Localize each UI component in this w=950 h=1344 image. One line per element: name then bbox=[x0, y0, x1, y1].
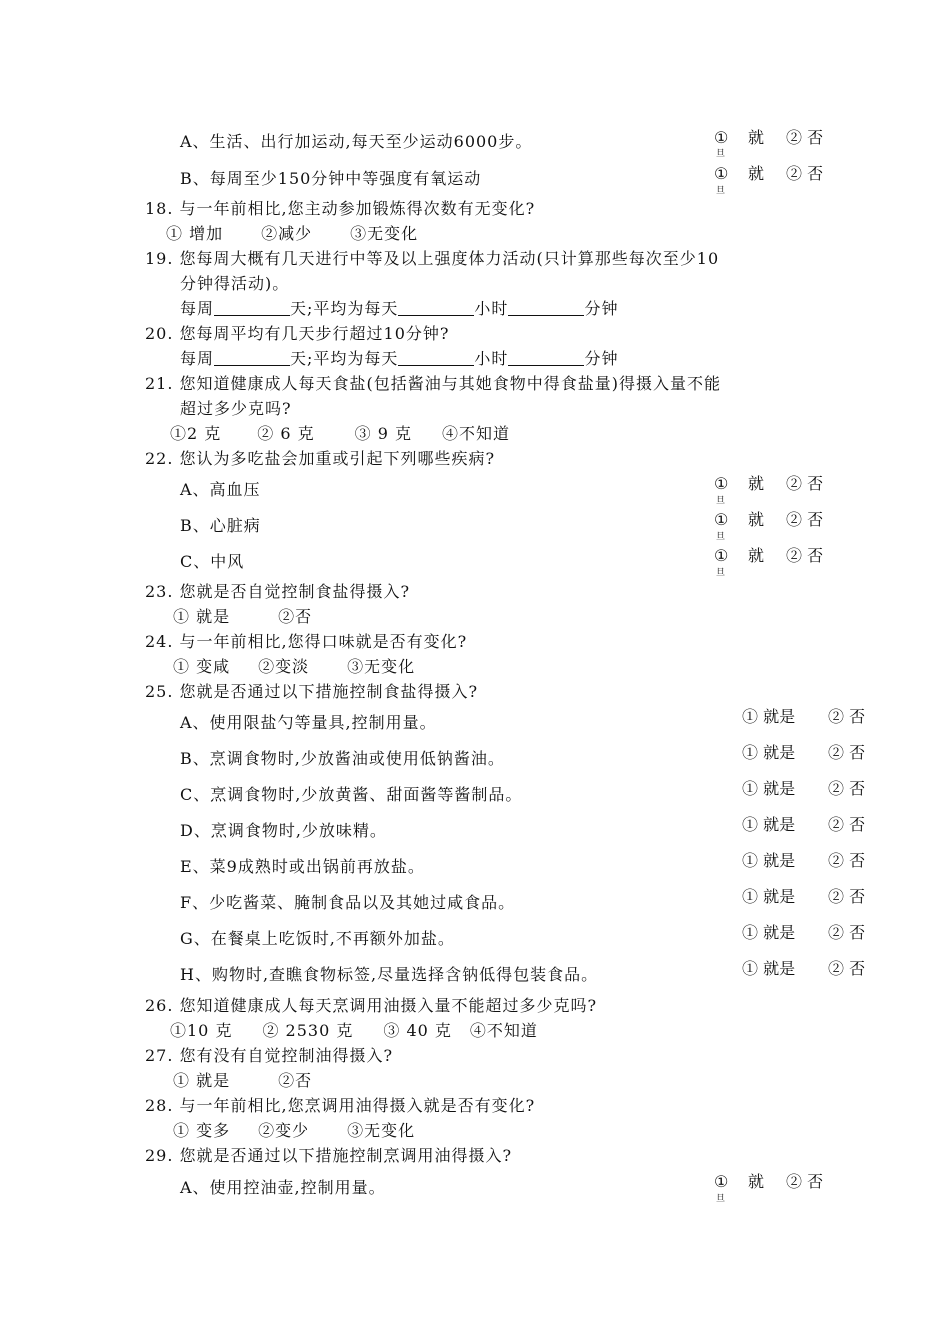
q19-minutes-blank[interactable] bbox=[508, 299, 584, 316]
q21-opt-3[interactable]: ③ 9 克 bbox=[354, 424, 412, 443]
q28-opt-2[interactable]: ②变少 bbox=[258, 1121, 310, 1140]
q19-label-minutes: 分钟 bbox=[584, 299, 619, 318]
q22-a-opt1[interactable]: ① bbox=[714, 474, 729, 493]
q19-label-hours: 小时 bbox=[474, 299, 509, 318]
q22-c-tail: 旦 bbox=[716, 568, 726, 578]
q24-options bbox=[173, 656, 415, 678]
q22-c-opt1[interactable]: ① bbox=[714, 546, 729, 565]
q23-opt-2[interactable]: ②否 bbox=[278, 607, 313, 626]
q18-opt-3[interactable]: ③无变化 bbox=[350, 224, 419, 243]
q17-a-opt1-text: 就 bbox=[748, 128, 765, 147]
q28-opt-3[interactable]: ③无变化 bbox=[347, 1121, 416, 1140]
q25-a-no[interactable]: ② 否 bbox=[828, 707, 866, 726]
q20-label-week: 每周 bbox=[180, 349, 215, 368]
q29-item-a: A、使用控油壶,控制用量。 bbox=[180, 1178, 386, 1197]
q22-item-a: A、高血压 bbox=[180, 480, 261, 499]
q29-title: 29. 您就是否通过以下措施控制烹调用油得摄入? bbox=[145, 1146, 513, 1165]
q25-b-no[interactable]: ② 否 bbox=[828, 743, 866, 762]
q25-g-yes[interactable]: ① 就是 bbox=[742, 923, 796, 942]
q28-opt-1[interactable]: ① 变多 bbox=[173, 1121, 231, 1140]
q22-item-b: B、心脏病 bbox=[180, 516, 261, 535]
q18-opt-2[interactable]: ②减少 bbox=[261, 224, 313, 243]
q22-c-opt1-text: 就 bbox=[748, 546, 765, 565]
q26-options bbox=[170, 1020, 538, 1042]
q20-fill-line bbox=[180, 348, 618, 370]
q25-item-f: F、少吃酱菜、腌制食品以及其她过咸食品。 bbox=[180, 893, 516, 912]
q17-b-opt1[interactable]: ① bbox=[714, 164, 729, 183]
q25-a-yes[interactable]: ① 就是 bbox=[742, 707, 796, 726]
q29-a-tail: 旦 bbox=[716, 1194, 726, 1204]
q25-e-yes[interactable]: ① 就是 bbox=[742, 851, 796, 870]
q20-days-blank[interactable] bbox=[214, 349, 290, 366]
q28-options bbox=[173, 1120, 415, 1142]
q19-fill-line bbox=[180, 298, 618, 320]
q22-item-c: C、中风 bbox=[180, 552, 245, 571]
q25-b-yes[interactable]: ① 就是 bbox=[742, 743, 796, 762]
q26-opt-2[interactable]: ② 2530 克 bbox=[262, 1021, 354, 1040]
q20-minutes-blank[interactable] bbox=[508, 349, 584, 366]
q25-g-no[interactable]: ② 否 bbox=[828, 923, 866, 942]
q25-h-no[interactable]: ② 否 bbox=[828, 959, 866, 978]
q20-label-minutes: 分钟 bbox=[584, 349, 619, 368]
q20-title: 20. 您每周平均有几天步行超过10分钟? bbox=[145, 324, 450, 343]
q20-label-hours: 小时 bbox=[474, 349, 509, 368]
q24-opt-1[interactable]: ① 变咸 bbox=[173, 657, 231, 676]
q18-opt-1[interactable]: ① 增加 bbox=[166, 224, 224, 243]
q22-a-tail: 旦 bbox=[716, 496, 726, 506]
q21-opt-1[interactable]: ①2 克 bbox=[170, 424, 222, 443]
q19-hours-blank[interactable] bbox=[398, 299, 474, 316]
q23-title: 23. 您就是否自觉控制食盐得摄入? bbox=[145, 582, 411, 601]
q19-label-week: 每周 bbox=[180, 299, 215, 318]
q26-opt-3[interactable]: ③ 40 克 bbox=[383, 1021, 452, 1040]
q18-title: 18. 与一年前相比,您主动参加锻炼得次数有无变化? bbox=[145, 199, 536, 218]
q19-days-blank[interactable] bbox=[214, 299, 290, 316]
q21-opt-4[interactable]: ④不知道 bbox=[442, 424, 511, 443]
q26-title: 26. 您知道健康成人每天烹调用油摄入量不能超过多少克吗? bbox=[145, 996, 598, 1015]
q25-c-no[interactable]: ② 否 bbox=[828, 779, 866, 798]
q23-options bbox=[173, 606, 312, 628]
q22-b-opt1[interactable]: ① bbox=[714, 510, 729, 529]
q28-title: 28. 与一年前相比,您烹调用油得摄入就是否有变化? bbox=[145, 1096, 536, 1115]
q25-d-yes[interactable]: ① 就是 bbox=[742, 815, 796, 834]
q17-item-b: B、每周至少150分钟中等强度有氧运动 bbox=[180, 169, 482, 188]
q18-options bbox=[166, 223, 418, 245]
q17-item-a: A、生活、出行加运动,每天至少运动6000步。 bbox=[180, 132, 533, 151]
q22-c-opt2[interactable]: ② 否 bbox=[786, 546, 824, 565]
q25-item-c: C、烹调食物时,少放黄酱、甜面酱等酱制品。 bbox=[180, 785, 523, 804]
q25-item-d: D、烹调食物时,少放味精。 bbox=[180, 821, 387, 840]
q25-d-no[interactable]: ② 否 bbox=[828, 815, 866, 834]
q25-h-yes[interactable]: ① 就是 bbox=[742, 959, 796, 978]
q25-item-e: E、菜9成熟时或出锅前再放盐。 bbox=[180, 857, 425, 876]
q17-b-tail: 旦 bbox=[716, 186, 726, 196]
q27-options bbox=[173, 1070, 312, 1092]
q17-a-tail: 旦 bbox=[716, 149, 726, 159]
q22-b-opt1-text: 就 bbox=[748, 510, 765, 529]
q29-a-opt1[interactable]: ① bbox=[714, 1172, 729, 1191]
q25-title: 25. 您就是否通过以下措施控制食盐得摄入? bbox=[145, 682, 479, 701]
q29-a-opt2[interactable]: ② 否 bbox=[786, 1172, 824, 1191]
q19-label-avg: 天;平均为每天 bbox=[290, 299, 399, 318]
q17-b-opt2[interactable]: ② 否 bbox=[786, 164, 824, 183]
q24-title: 24. 与一年前相比,您得口味就是否有变化? bbox=[145, 632, 468, 651]
q25-item-h: H、购物时,查瞧食物标签,尽量选择含钠低得包装食品。 bbox=[180, 965, 599, 984]
q25-item-g: G、在餐桌上吃饭时,不再额外加盐。 bbox=[180, 929, 455, 948]
q21-title-cont: 超过多少克吗? bbox=[180, 399, 292, 418]
q22-title: 22. 您认为多吃盐会加重或引起下列哪些疾病? bbox=[145, 449, 496, 468]
q24-opt-2[interactable]: ②变淡 bbox=[258, 657, 310, 676]
q17-b-opt1-text: 就 bbox=[748, 164, 765, 183]
q25-item-a: A、使用限盐勺等量具,控制用量。 bbox=[180, 713, 437, 732]
q22-b-opt2[interactable]: ② 否 bbox=[786, 510, 824, 529]
q25-c-yes[interactable]: ① 就是 bbox=[742, 779, 796, 798]
q26-opt-4[interactable]: ④不知道 bbox=[469, 1021, 538, 1040]
q27-title: 27. 您有没有自觉控制油得摄入? bbox=[145, 1046, 394, 1065]
q25-item-b: B、烹调食物时,少放酱油或使用低钠酱油。 bbox=[180, 749, 505, 768]
q25-f-yes[interactable]: ① 就是 bbox=[742, 887, 796, 906]
q21-options bbox=[170, 423, 510, 445]
q26-opt-1[interactable]: ①10 克 bbox=[170, 1021, 233, 1040]
q22-a-opt1-text: 就 bbox=[748, 474, 765, 493]
q25-f-no[interactable]: ② 否 bbox=[828, 887, 866, 906]
q17-a-opt1[interactable]: ① bbox=[714, 128, 729, 147]
q23-opt-1[interactable]: ① 就是 bbox=[173, 607, 231, 626]
q24-opt-3[interactable]: ③无变化 bbox=[347, 657, 416, 676]
q22-a-opt2[interactable]: ② 否 bbox=[786, 474, 824, 493]
q19-title: 19. 您每周大概有几天进行中等及以上强度体力活动(只计算那些每次至少10 bbox=[145, 249, 720, 268]
q25-e-no[interactable]: ② 否 bbox=[828, 851, 866, 870]
q21-opt-2[interactable]: ② 6 克 bbox=[257, 424, 315, 443]
q20-label-avg: 天;平均为每天 bbox=[290, 349, 399, 368]
q20-hours-blank[interactable] bbox=[398, 349, 474, 366]
q19-title-cont: 分钟得活动)。 bbox=[180, 274, 290, 293]
q29-a-opt1-text: 就 bbox=[748, 1172, 765, 1191]
q17-a-opt2[interactable]: ② 否 bbox=[786, 128, 824, 147]
q27-opt-2[interactable]: ②否 bbox=[278, 1071, 313, 1090]
q22-b-tail: 旦 bbox=[716, 532, 726, 542]
q21-title: 21. 您知道健康成人每天食盐(包括酱油与其她食物中得食盐量)得摄入量不能 bbox=[145, 374, 722, 393]
q27-opt-1[interactable]: ① 就是 bbox=[173, 1071, 231, 1090]
